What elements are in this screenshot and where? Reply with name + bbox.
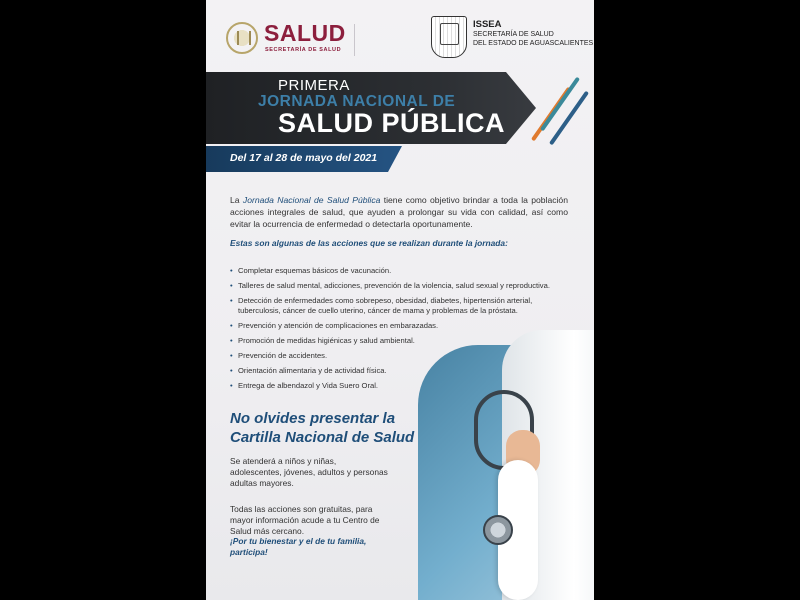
free-paragraph: Todas las acciones son gratuitas, para mayor información acude a tu Centro de Salud más cercano. [230, 504, 380, 536]
list-item-text: Prevención de accidentes. [238, 351, 328, 360]
title-salud-publica: SALUD PÚBLICA [278, 108, 505, 138]
bullet-icon: • [230, 336, 233, 345]
stethoscope-chestpiece-icon [483, 515, 513, 545]
slogan: ¡Por tu bienestar y el de tu familia, participa! [230, 536, 367, 557]
acciones-heading: Estas son algunas de las acciones que se realizan durante la jornada: [230, 238, 508, 248]
list-item-text: Talleres de salud mental, adicciones, prevención de la violencia, salud sexual y reproductiva. [238, 281, 550, 290]
list-item-text: Completar esquemas básicos de vacunación. [238, 266, 392, 275]
mexico-seal-icon [226, 22, 258, 54]
issea-subtitle-line1: SECRETARÍA DE SALUD [473, 31, 554, 38]
salud-logo-text: SALUD [264, 20, 346, 46]
salud-logo-subtitle: SECRETARÍA DE SALUD [265, 47, 342, 53]
bullet-icon: • [230, 381, 233, 390]
list-item [230, 281, 570, 291]
aguascalientes-crest-icon [431, 16, 467, 58]
bullet-icon: • [230, 366, 233, 375]
list-item-text: Promoción de medidas higiénicas y salud ambiental. [238, 336, 415, 345]
intro-suffix: tiene como objetivo brindar a toda la población acciones integrales de salud, que ayuden a prolongar su vida con calidad, así como evitar la ocurrencia de enfermedad o detectarla oportunamente. [230, 195, 568, 229]
list-item-text: Prevención y atención de complicaciones en embarazadas. [238, 321, 439, 330]
issea-subtitle-line2: DEL ESTADO DE AGUASCALIENTES [473, 40, 594, 47]
decorative-stripe-blue [549, 91, 589, 146]
poster [206, 0, 594, 600]
event-dates: Del 17 al 28 de mayo del 2021 [230, 152, 378, 164]
doctor-arm [498, 460, 538, 600]
bullet-icon: • [230, 351, 233, 360]
list-item [230, 336, 570, 346]
reminder-line1: No olvides presentar la [230, 410, 396, 427]
list-item [230, 381, 570, 391]
doctor-hand [506, 430, 540, 476]
attend-paragraph: Se atenderá a niños y niñas, adolescentes, jóvenes, adultos y personas adultas mayores. [230, 456, 388, 488]
list-item-text: Orientación alimentaria y de actividad física. [238, 366, 387, 375]
list-item-text: Detección de enfermedades como sobrepeso, obesidad, diabetes, hipertensión arterial, tuberculosis, cáncer de cuello uterino, cáncer de mama y problemas de la próstata. [238, 296, 533, 315]
intro-prefix: La [230, 195, 243, 205]
list-item [230, 321, 570, 331]
list-item [230, 296, 570, 316]
bullet-icon: • [230, 266, 233, 275]
bullet-icon: • [230, 281, 233, 290]
list-item [230, 351, 570, 361]
intro-emphasis: Jornada Nacional de Salud Pública [242, 195, 381, 205]
issea-title: ISSEA [473, 19, 502, 30]
list-item [230, 266, 570, 276]
acciones-list [230, 266, 570, 396]
title-jornada: JORNADA NACIONAL DE [258, 93, 456, 110]
bullet-icon: • [230, 321, 233, 330]
decorative-stripe-teal [540, 77, 580, 132]
list-item [230, 366, 570, 376]
intro-paragraph [230, 194, 568, 230]
logo-divider [354, 24, 355, 56]
reminder-line2: Cartilla Nacional de Salud [230, 429, 415, 446]
stethoscope-icon [474, 390, 534, 470]
title-primera: PRIMERA [278, 77, 350, 94]
bullet-icon: • [230, 296, 233, 305]
list-item-text: Entrega de albendazol y Vida Suero Oral. [238, 381, 379, 390]
